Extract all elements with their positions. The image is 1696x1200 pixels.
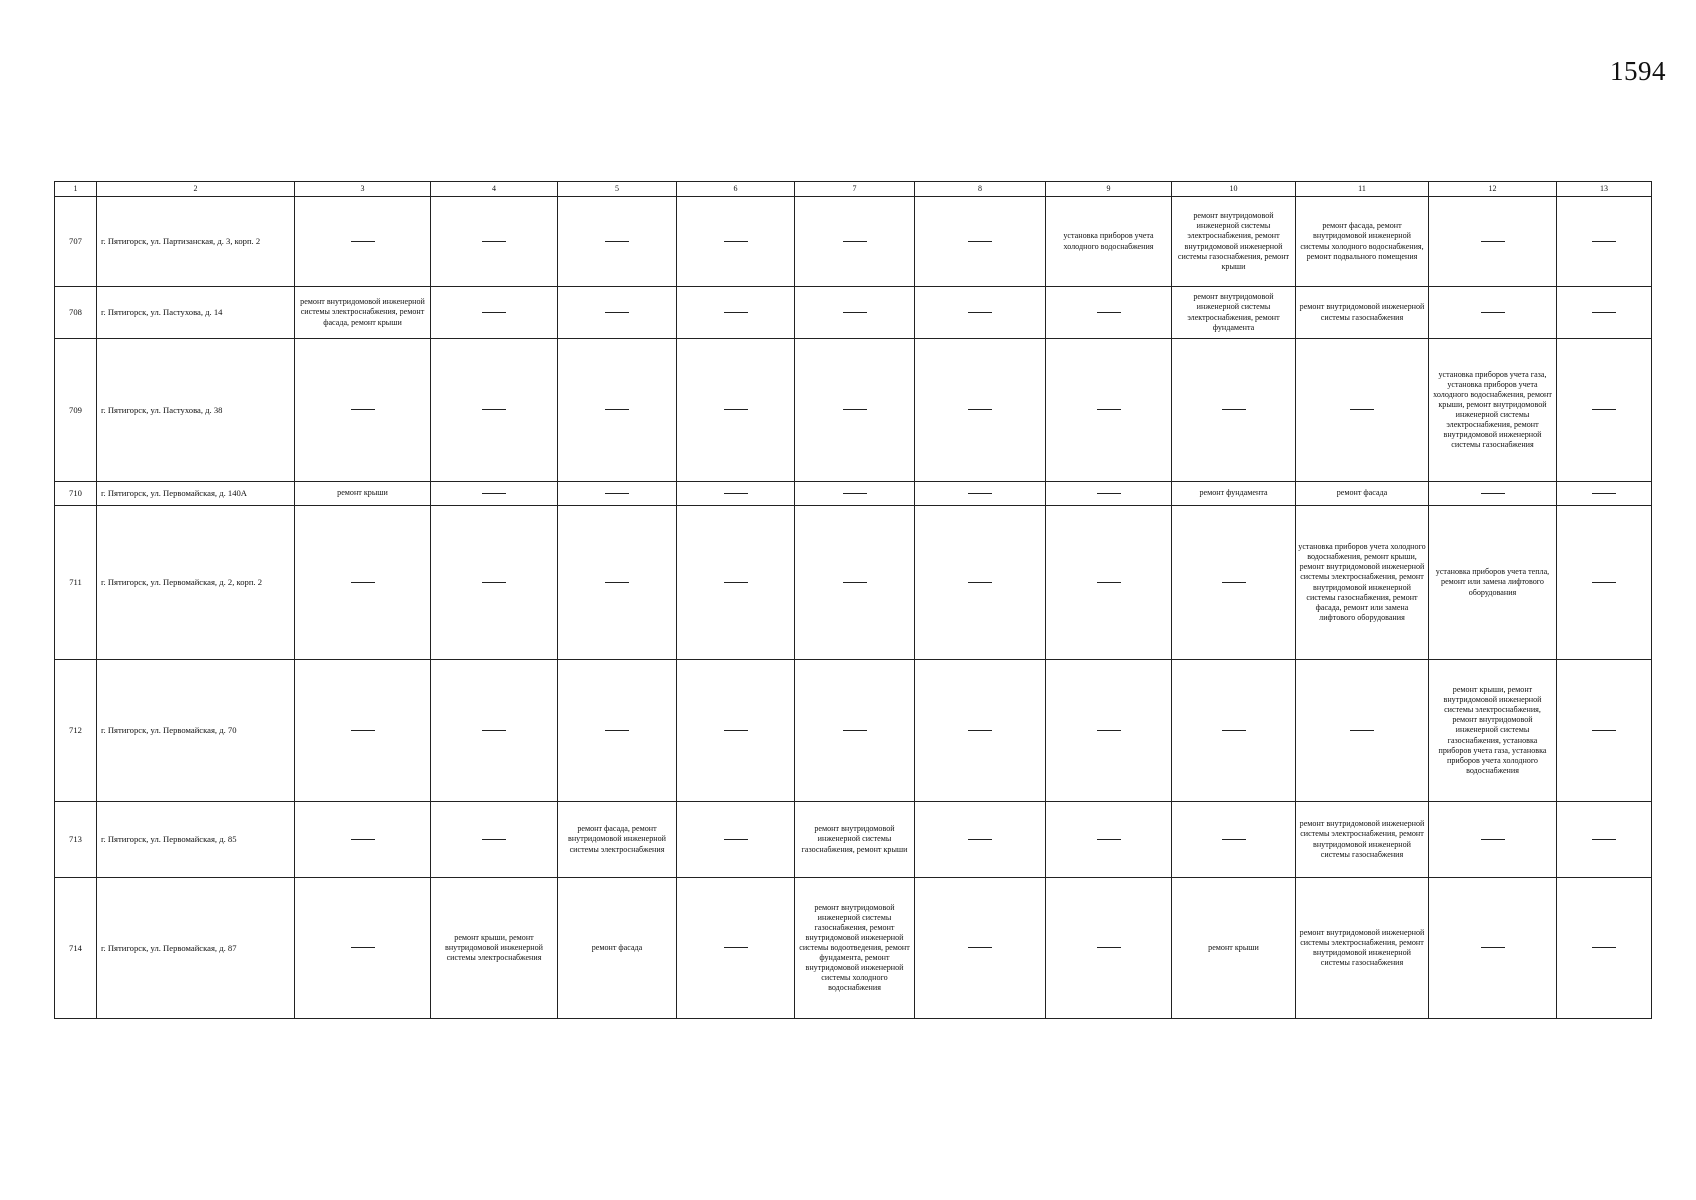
empty-cell bbox=[795, 339, 915, 482]
empty-cell bbox=[795, 506, 915, 660]
work-type-cell: установка приборов учета тепла, ремонт или замена лифтового оборудования bbox=[1429, 506, 1557, 660]
table-row bbox=[55, 197, 1652, 287]
dash-mark bbox=[605, 241, 629, 242]
empty-cell bbox=[558, 197, 677, 287]
dash-mark bbox=[482, 493, 506, 494]
dash-mark bbox=[968, 493, 992, 494]
empty-cell bbox=[1046, 287, 1172, 339]
work-type-cell: ремонт крыши bbox=[1172, 878, 1296, 1019]
table-row bbox=[55, 287, 1652, 339]
empty-cell bbox=[1429, 287, 1557, 339]
dash-mark bbox=[351, 839, 375, 840]
empty-cell bbox=[295, 660, 431, 802]
empty-cell bbox=[915, 802, 1046, 878]
empty-cell bbox=[915, 660, 1046, 802]
dash-mark bbox=[1592, 241, 1616, 242]
dash-mark bbox=[1481, 947, 1505, 948]
dash-mark bbox=[1097, 839, 1121, 840]
empty-cell bbox=[1296, 660, 1429, 802]
address-cell: г. Пятигорск, ул. Первомайская, д. 70 bbox=[97, 660, 295, 802]
row-number: 711 bbox=[55, 506, 97, 660]
empty-cell bbox=[431, 802, 558, 878]
dash-mark bbox=[1481, 839, 1505, 840]
address-cell: г. Пятигорск, ул. Первомайская, д. 140А bbox=[97, 482, 295, 506]
dash-mark bbox=[482, 582, 506, 583]
empty-cell bbox=[295, 878, 431, 1019]
work-type-cell: ремонт внутридомовой инженерной системы электроснабжения, ремонт внутридомовой инженерной системы газоснабжения, ремонт крыши bbox=[1172, 197, 1296, 287]
empty-cell bbox=[431, 339, 558, 482]
dash-mark bbox=[351, 409, 375, 410]
repair-schedule-table bbox=[54, 181, 1652, 1019]
empty-cell bbox=[431, 287, 558, 339]
row-number: 712 bbox=[55, 660, 97, 802]
work-type-cell: установка приборов учета холодного водоснабжения, ремонт крыши, ремонт внутридомовой инженерной системы электроснабжения, ремонт внутридомовой инженерной системы газоснабжения, ремонт фасада, ремонт или замена лифтового оборудования bbox=[1296, 506, 1429, 660]
empty-cell bbox=[1429, 197, 1557, 287]
column-header: 6 bbox=[677, 182, 795, 197]
column-header: 11 bbox=[1296, 182, 1429, 197]
dash-mark bbox=[724, 582, 748, 583]
dash-mark bbox=[1592, 409, 1616, 410]
empty-cell bbox=[915, 506, 1046, 660]
work-type-cell: ремонт фундамента bbox=[1172, 482, 1296, 506]
dash-mark bbox=[1222, 582, 1246, 583]
dash-mark bbox=[1592, 312, 1616, 313]
work-type-cell: ремонт внутридомовой инженерной системы электроснабжения, ремонт фасада, ремонт крыши bbox=[295, 287, 431, 339]
dash-mark bbox=[1222, 730, 1246, 731]
empty-cell bbox=[1557, 506, 1652, 660]
empty-cell bbox=[1429, 482, 1557, 506]
dash-mark bbox=[968, 241, 992, 242]
empty-cell bbox=[558, 660, 677, 802]
dash-mark bbox=[843, 493, 867, 494]
empty-cell bbox=[1172, 339, 1296, 482]
empty-cell bbox=[1046, 506, 1172, 660]
empty-cell bbox=[1557, 660, 1652, 802]
dash-mark bbox=[1592, 730, 1616, 731]
work-type-cell: ремонт фасада bbox=[558, 878, 677, 1019]
work-type-cell: установка приборов учета холодного водоснабжения bbox=[1046, 197, 1172, 287]
empty-cell bbox=[915, 339, 1046, 482]
empty-cell bbox=[915, 197, 1046, 287]
work-type-cell: ремонт крыши bbox=[295, 482, 431, 506]
dash-mark bbox=[968, 312, 992, 313]
dash-mark bbox=[724, 241, 748, 242]
empty-cell bbox=[431, 506, 558, 660]
row-number: 709 bbox=[55, 339, 97, 482]
work-type-cell: ремонт внутридомовой инженерной системы электроснабжения, ремонт внутридомовой инженерной системы газоснабжения bbox=[1296, 878, 1429, 1019]
dash-mark bbox=[351, 241, 375, 242]
column-header: 7 bbox=[795, 182, 915, 197]
work-type-cell: ремонт внутридомовой инженерной системы газоснабжения, ремонт внутридомовой инженерной системы водоотведения, ремонт фундамента, ремонт внутридомовой инженерной системы холодного водоснабжения bbox=[795, 878, 915, 1019]
dash-mark bbox=[1481, 241, 1505, 242]
dash-mark bbox=[605, 493, 629, 494]
dash-mark bbox=[968, 409, 992, 410]
dash-mark bbox=[1097, 582, 1121, 583]
empty-cell bbox=[1046, 878, 1172, 1019]
empty-cell bbox=[295, 802, 431, 878]
empty-cell bbox=[1046, 482, 1172, 506]
dash-mark bbox=[351, 730, 375, 731]
column-header: 5 bbox=[558, 182, 677, 197]
work-type-cell: ремонт крыши, ремонт внутридомовой инженерной системы электроснабжения bbox=[431, 878, 558, 1019]
empty-cell bbox=[1557, 482, 1652, 506]
table-row bbox=[55, 878, 1652, 1019]
dash-mark bbox=[843, 409, 867, 410]
empty-cell bbox=[295, 339, 431, 482]
empty-cell bbox=[795, 197, 915, 287]
dash-mark bbox=[724, 839, 748, 840]
dash-mark bbox=[482, 241, 506, 242]
empty-cell bbox=[915, 482, 1046, 506]
empty-cell bbox=[1429, 878, 1557, 1019]
empty-cell bbox=[677, 197, 795, 287]
dash-mark bbox=[1592, 839, 1616, 840]
address-cell: г. Пятигорск, ул. Партизанская, д. 3, корп. 2 bbox=[97, 197, 295, 287]
dash-mark bbox=[1222, 839, 1246, 840]
row-number: 707 bbox=[55, 197, 97, 287]
dash-mark bbox=[482, 312, 506, 313]
column-header: 3 bbox=[295, 182, 431, 197]
dash-mark bbox=[724, 312, 748, 313]
dash-mark bbox=[482, 839, 506, 840]
dash-mark bbox=[724, 947, 748, 948]
dash-mark bbox=[968, 582, 992, 583]
empty-cell bbox=[677, 339, 795, 482]
empty-cell bbox=[431, 197, 558, 287]
row-number: 714 bbox=[55, 878, 97, 1019]
dash-mark bbox=[1222, 409, 1246, 410]
dash-mark bbox=[724, 493, 748, 494]
address-cell: г. Пятигорск, ул. Пастухова, д. 14 bbox=[97, 287, 295, 339]
work-type-cell: ремонт внутридомовой инженерной системы газоснабжения bbox=[1296, 287, 1429, 339]
dash-mark bbox=[1350, 730, 1374, 731]
dash-mark bbox=[1097, 730, 1121, 731]
empty-cell bbox=[1046, 802, 1172, 878]
empty-cell bbox=[558, 506, 677, 660]
dash-mark bbox=[1097, 409, 1121, 410]
work-type-cell: ремонт фасада, ремонт внутридомовой инженерной системы холодного водоснабжения, ремонт подвального помещения bbox=[1296, 197, 1429, 287]
dash-mark bbox=[605, 409, 629, 410]
dash-mark bbox=[482, 409, 506, 410]
empty-cell bbox=[677, 878, 795, 1019]
address-cell: г. Пятигорск, ул. Первомайская, д. 85 bbox=[97, 802, 295, 878]
empty-cell bbox=[295, 197, 431, 287]
table-row bbox=[55, 339, 1652, 482]
work-type-cell: ремонт фасада bbox=[1296, 482, 1429, 506]
address-cell: г. Пятигорск, ул. Первомайская, д. 87 bbox=[97, 878, 295, 1019]
dash-mark bbox=[1097, 312, 1121, 313]
dash-mark bbox=[351, 582, 375, 583]
dash-mark bbox=[605, 312, 629, 313]
empty-cell bbox=[1429, 802, 1557, 878]
empty-cell bbox=[677, 287, 795, 339]
dash-mark bbox=[968, 839, 992, 840]
dash-mark bbox=[843, 582, 867, 583]
dash-mark bbox=[605, 730, 629, 731]
work-type-cell: ремонт внутридомовой инженерной системы газоснабжения, ремонт крыши bbox=[795, 802, 915, 878]
dash-mark bbox=[968, 730, 992, 731]
dash-mark bbox=[968, 947, 992, 948]
table-row bbox=[55, 482, 1652, 506]
table-row bbox=[55, 660, 1652, 802]
dash-mark bbox=[1592, 947, 1616, 948]
empty-cell bbox=[677, 506, 795, 660]
row-number: 713 bbox=[55, 802, 97, 878]
dash-mark bbox=[1481, 493, 1505, 494]
empty-cell bbox=[1046, 660, 1172, 802]
table-row bbox=[55, 802, 1652, 878]
address-cell: г. Пятигорск, ул. Пастухова, д. 38 bbox=[97, 339, 295, 482]
empty-cell bbox=[1557, 287, 1652, 339]
page-number: 1594 bbox=[1610, 56, 1666, 86]
column-header: 8 bbox=[915, 182, 1046, 197]
table-row bbox=[55, 506, 1652, 660]
empty-cell bbox=[1172, 506, 1296, 660]
column-header: 2 bbox=[97, 182, 295, 197]
empty-cell bbox=[795, 660, 915, 802]
empty-cell bbox=[431, 482, 558, 506]
dash-mark bbox=[351, 947, 375, 948]
row-number: 710 bbox=[55, 482, 97, 506]
dash-mark bbox=[843, 730, 867, 731]
column-header: 4 bbox=[431, 182, 558, 197]
empty-cell bbox=[1557, 802, 1652, 878]
empty-cell bbox=[677, 802, 795, 878]
empty-cell bbox=[677, 482, 795, 506]
dash-mark bbox=[1592, 493, 1616, 494]
empty-cell bbox=[558, 482, 677, 506]
empty-cell bbox=[1296, 339, 1429, 482]
dash-mark bbox=[843, 241, 867, 242]
work-type-cell: установка приборов учета газа, установка приборов учета холодного водоснабжения, ремонт крыши, ремонт внутридомовой инженерной системы электроснабжения, ремонт внутридомовой инженерной системы газоснабжения bbox=[1429, 339, 1557, 482]
empty-cell bbox=[1557, 878, 1652, 1019]
empty-cell bbox=[295, 506, 431, 660]
dash-mark bbox=[724, 730, 748, 731]
column-header: 13 bbox=[1557, 182, 1652, 197]
dash-mark bbox=[1481, 312, 1505, 313]
empty-cell bbox=[1172, 660, 1296, 802]
dash-mark bbox=[1592, 582, 1616, 583]
dash-mark bbox=[605, 582, 629, 583]
column-number-header-row bbox=[55, 182, 1652, 197]
work-type-cell: ремонт фасада, ремонт внутридомовой инженерной системы электроснабжения bbox=[558, 802, 677, 878]
empty-cell bbox=[1557, 197, 1652, 287]
dash-mark bbox=[1097, 493, 1121, 494]
dash-mark bbox=[843, 312, 867, 313]
work-type-cell: ремонт внутридомовой инженерной системы электроснабжения, ремонт внутридомовой инженерной системы газоснабжения bbox=[1296, 802, 1429, 878]
column-header: 1 bbox=[55, 182, 97, 197]
empty-cell bbox=[1046, 339, 1172, 482]
empty-cell bbox=[1172, 802, 1296, 878]
empty-cell bbox=[915, 878, 1046, 1019]
empty-cell bbox=[558, 287, 677, 339]
column-header: 9 bbox=[1046, 182, 1172, 197]
empty-cell bbox=[558, 339, 677, 482]
empty-cell bbox=[915, 287, 1046, 339]
work-type-cell: ремонт крыши, ремонт внутридомовой инженерной системы электроснабжения, ремонт внутридомовой инженерной системы газоснабжения, установка приборов учета газа, установка приборов учета холодного водоснабжения bbox=[1429, 660, 1557, 802]
empty-cell bbox=[795, 482, 915, 506]
address-cell: г. Пятигорск, ул. Первомайская, д. 2, корп. 2 bbox=[97, 506, 295, 660]
dash-mark bbox=[1350, 409, 1374, 410]
empty-cell bbox=[677, 660, 795, 802]
work-type-cell: ремонт внутридомовой инженерной системы электроснабжения, ремонт фундамента bbox=[1172, 287, 1296, 339]
dash-mark bbox=[482, 730, 506, 731]
column-header: 12 bbox=[1429, 182, 1557, 197]
empty-cell bbox=[431, 660, 558, 802]
row-number: 708 bbox=[55, 287, 97, 339]
column-header: 10 bbox=[1172, 182, 1296, 197]
empty-cell bbox=[795, 287, 915, 339]
dash-mark bbox=[1097, 947, 1121, 948]
empty-cell bbox=[1557, 339, 1652, 482]
dash-mark bbox=[724, 409, 748, 410]
